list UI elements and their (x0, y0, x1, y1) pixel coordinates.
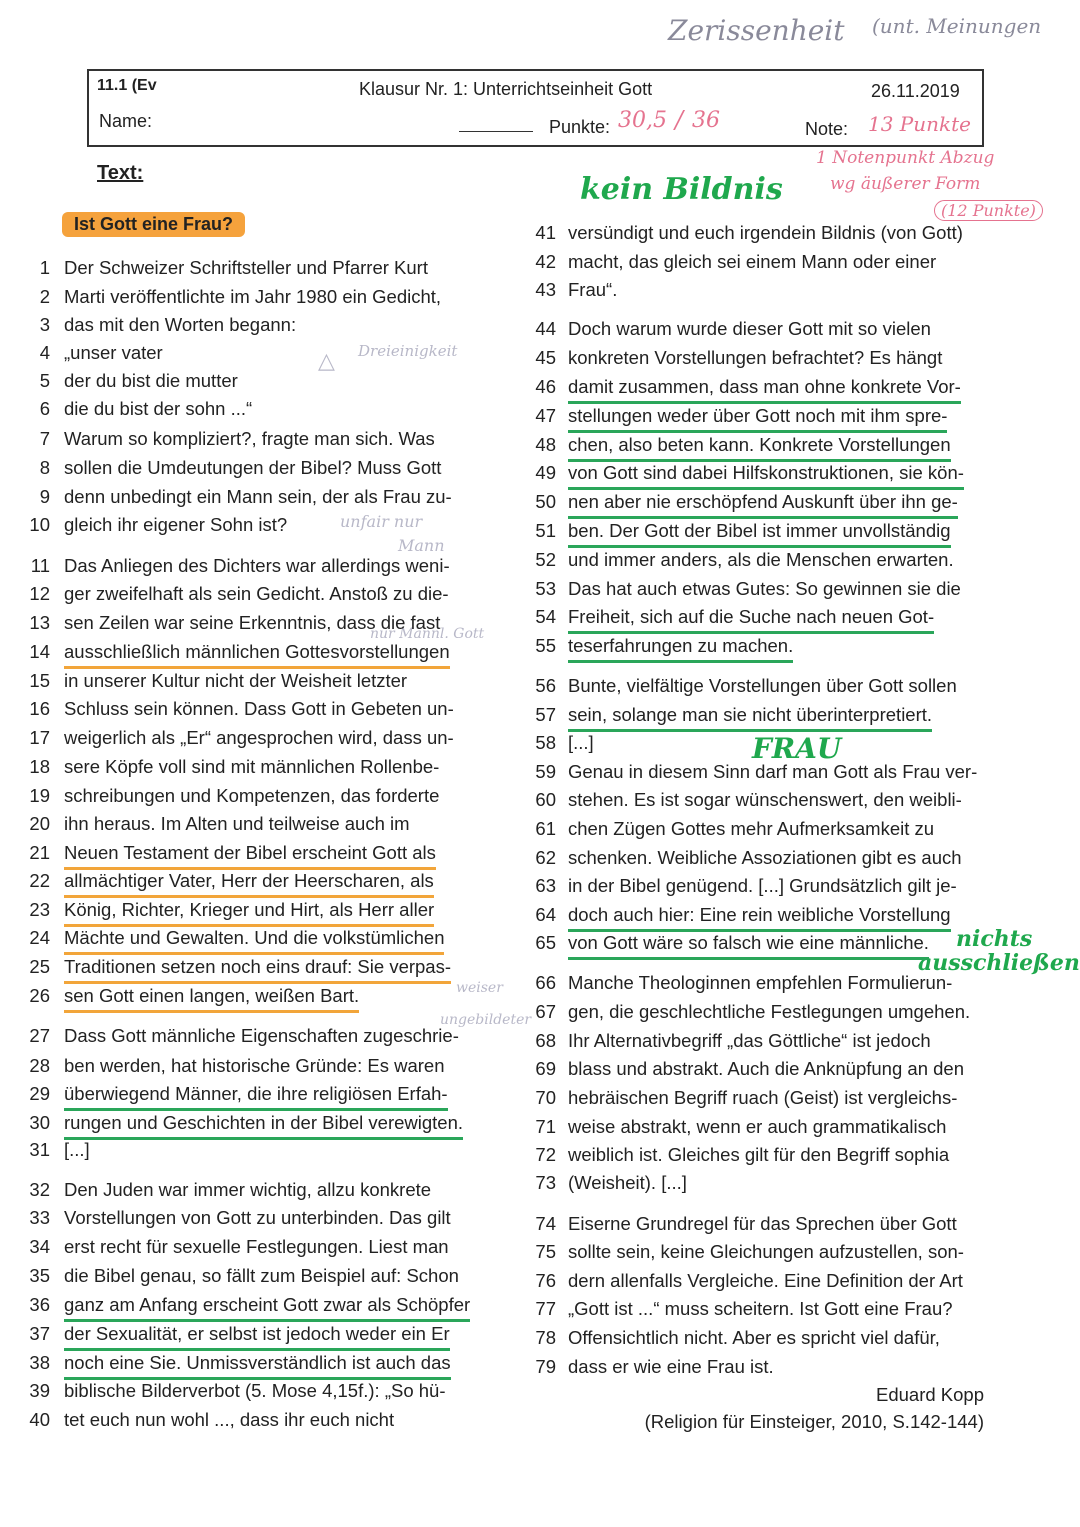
line-text: schenken. Weibliche Assoziationen gibt es auch (568, 847, 962, 868)
handwritten-note-top: Zerissenheit (668, 14, 845, 47)
line-number: 15 (29, 670, 50, 691)
line-text: chen, also beten kann. Konkrete Vorstellungen (568, 431, 951, 462)
line-text: denn unbedingt ein Mann sein, der als Frau zu- (64, 486, 452, 507)
line-number: 52 (535, 549, 556, 570)
note-nichts: nichts (956, 926, 1033, 952)
line-number: 28 (29, 1055, 50, 1076)
line-text: teserfahrungen zu machen. (568, 632, 793, 663)
line-number: 31 (29, 1139, 50, 1160)
line-number: 17 (29, 727, 50, 748)
line-text: [...] (64, 1139, 90, 1160)
line-text: Offensichtlich nicht. Aber es spricht viel dafür, (568, 1327, 940, 1348)
line-number: 24 (29, 927, 50, 948)
line-number: 62 (535, 847, 556, 868)
line-text: Traditionen setzen noch eins drauf: Sie verpas- (64, 953, 451, 984)
line-text: von Gott sind dabei Hilfskonstruktionen, sie kön- (568, 459, 964, 490)
line-text: ihn heraus. Im Alten und teilweise auch im (64, 813, 410, 834)
line-text: doch auch hier: Eine rein weibliche Vorstellung (568, 901, 951, 932)
text-label: Text: (97, 162, 144, 184)
line-number: 74 (535, 1213, 556, 1234)
line-number: 26 (29, 985, 50, 1006)
line-number: 18 (29, 756, 50, 777)
line-text: sere Köpfe voll sind mit männlichen Rollenbe- (64, 756, 440, 777)
line-number: 20 (29, 813, 50, 834)
line-text: sein, solange man sie nicht überinterpretiert. (568, 701, 932, 732)
line-number: 78 (535, 1327, 556, 1348)
line-number: 12 (29, 583, 50, 604)
line-number: 64 (535, 904, 556, 925)
line-number: 51 (535, 520, 556, 541)
line-number: 33 (29, 1207, 50, 1228)
line-text: ganz am Anfang erscheint Gott zwar als Schöpfer (64, 1291, 470, 1322)
line-number: 34 (29, 1236, 50, 1257)
handwritten-note-top2: (unt. Meinungen (872, 14, 1042, 38)
line-text: sollte sein, keine Gleichungen aufzustellen, son- (568, 1241, 964, 1262)
line-text: der du bist die mutter (64, 370, 238, 391)
line-number: 9 (39, 486, 50, 507)
note-dreieinigkeit: Dreieinigkeit (358, 342, 458, 360)
line-number: 72 (535, 1144, 556, 1165)
line-text: stehen. Es ist sogar wünschenswert, den weibli- (568, 789, 962, 810)
line-text: blass und abstrakt. Auch die Anknüpfung an den (568, 1058, 964, 1079)
line-number: 77 (535, 1298, 556, 1319)
line-number: 67 (535, 1001, 556, 1022)
line-text: überwiegend Männer, die ihre religiösen Erfah- (64, 1080, 448, 1111)
line-text: nen aber nie erschöpfend Auskunft über ihn ge- (568, 488, 958, 519)
line-number: 79 (535, 1356, 556, 1377)
side-note-2: wg äußerer Form (830, 174, 981, 194)
line-text: Dass Gott männliche Eigenschaften zugeschrie- (64, 1025, 459, 1046)
line-number: 41 (535, 222, 556, 243)
source: (Religion für Einsteiger, 2010, S.142-144) (644, 1411, 984, 1432)
line-text: ger zweifelhaft als sein Gedicht. Anstoß zu die- (64, 583, 449, 604)
line-number: 29 (29, 1083, 50, 1104)
line-text: das mit den Worten begann: (64, 314, 297, 335)
line-text: ben. Der Gott der Bibel ist immer unvollständig (568, 517, 951, 548)
line-number: 22 (29, 870, 50, 891)
line-text: (Weisheit). [...] (568, 1172, 687, 1193)
line-number: 36 (29, 1294, 50, 1315)
side-note-1: 1 Notenpunkt Abzug (816, 148, 995, 168)
note-ungebildeter: ungebildeter (440, 1012, 532, 1028)
line-number: 75 (535, 1241, 556, 1262)
line-text: Das Anliegen des Dichters war allerdings weni- (64, 555, 450, 576)
line-text: die Bibel genau, so fällt zum Beispiel auf: Schon (64, 1265, 459, 1286)
line-text: konkreten Vorstellungen befrachtet? Es hängt (568, 347, 943, 368)
note-unfair: unfair nur (340, 512, 423, 531)
line-text: Marti veröffentlichte im Jahr 1980 ein Gedicht, (64, 286, 442, 307)
line-text: Der Schweizer Schriftsteller und Pfarrer Kurt (64, 257, 428, 278)
punkte-max: 36 (692, 108, 720, 133)
line-number: 32 (29, 1179, 50, 1200)
line-number: 59 (535, 761, 556, 782)
line-number: 45 (535, 347, 556, 368)
line-text: der Sexualität, er selbst ist jedoch weder ein Er (64, 1320, 450, 1351)
line-number: 54 (535, 606, 556, 627)
line-number: 19 (29, 785, 50, 806)
line-number: 39 (29, 1380, 50, 1401)
line-number: 71 (535, 1116, 556, 1137)
line-number: 42 (535, 251, 556, 272)
note-nur-maennl: nur Männl. Gott (370, 626, 485, 642)
exam-title: Klausur Nr. 1: Unterrichtseinheit Gott (359, 79, 653, 99)
line-text: rungen und Geschichten in der Bibel verewigten. (64, 1109, 463, 1140)
line-text: Bunte, vielfältige Vorstellungen über Gott sollen (568, 675, 957, 696)
line-text: stellungen weder über Gott noch mit ihm spre- (568, 402, 947, 433)
line-number: 65 (535, 932, 556, 953)
line-number: 70 (535, 1087, 556, 1108)
note-weiser: weiser (456, 980, 503, 996)
line-text: Schluss sein können. Dass Gott in Gebeten un- (64, 698, 454, 719)
line-text: ben werden, hat historische Gründe: Es waren (64, 1055, 445, 1076)
author: Eduard Kopp (875, 1384, 984, 1405)
line-number: 44 (535, 318, 556, 339)
line-text: Manche Theologinnen empfehlen Formulierun- (568, 972, 953, 993)
triangle-icon: △ (318, 348, 335, 373)
punkte-slash: / (675, 106, 684, 134)
line-text: Den Juden war immer wichtig, allzu konkrete (64, 1179, 432, 1200)
line-number: 69 (535, 1058, 556, 1079)
article-title: Ist Gott eine Frau? (62, 212, 245, 237)
line-number: 10 (29, 514, 50, 535)
line-number: 27 (29, 1025, 50, 1046)
line-number: 48 (535, 434, 556, 455)
line-text: gen, die geschlechtliche Festlegungen umgehen. (568, 1001, 971, 1022)
note-kein-bildnis: kein Bildnis (580, 172, 783, 207)
line-number: 68 (535, 1030, 556, 1051)
line-number: 58 (535, 732, 556, 753)
line-number: 11 (30, 555, 50, 576)
line-text: und immer anders, als die Menschen erwarten. (568, 549, 954, 570)
line-text: die du bist der sohn ...“ (64, 398, 253, 419)
punkte-label: Punkte: (549, 117, 611, 137)
line-number: 47 (535, 405, 556, 426)
line-text: dern allenfalls Vergleiche. Eine Definition der Art (568, 1270, 963, 1291)
note-value: 13 Punkte (868, 112, 972, 136)
line-text: ausschließlich männlichen Gottesvorstellungen (64, 638, 450, 669)
class-label: 11.1 (Ev (97, 77, 157, 94)
line-text: gleich ihr eigener Sohn ist? (64, 514, 288, 535)
line-number: 63 (535, 875, 556, 896)
line-text: macht, das gleich sei einem Mann oder einer (568, 251, 937, 272)
line-number: 38 (29, 1352, 50, 1373)
line-text: sen Zeilen war seine Erkenntnis, dass die fast (64, 612, 441, 633)
line-text: Das hat auch etwas Gutes: So gewinnen sie die (568, 578, 961, 599)
line-number: 73 (535, 1172, 556, 1193)
line-number: 53 (535, 578, 556, 599)
line-text: Doch warum wurde dieser Gott mit so vielen (568, 318, 931, 339)
line-number: 57 (535, 704, 556, 725)
line-text: sollen die Umdeutungen der Bibel? Muss Gott (64, 457, 442, 478)
line-text: Ihr Alternativbegriff „das Göttliche“ ist jedoch (568, 1030, 931, 1051)
line-number: 14 (29, 641, 50, 662)
note-frau: FRAU (752, 732, 842, 765)
line-text: Neuen Testament der Bibel erscheint Gott als (64, 839, 436, 870)
line-text: noch eine Sie. Unmissverständlich ist auch das (64, 1349, 451, 1380)
line-number: 66 (535, 972, 556, 993)
line-text: König, Richter, Krieger und Hirt, als Herr aller (64, 896, 434, 927)
line-text: schreibungen und Kompetenzen, das forderte (64, 785, 440, 806)
line-number: 76 (535, 1270, 556, 1291)
line-number: 56 (535, 675, 556, 696)
line-number: 6 (39, 398, 50, 419)
line-text: chen Zügen Gottes mehr Aufmerksamkeit zu (568, 818, 935, 839)
line-text: Warum so kompliziert?, fragte man sich. Was (64, 428, 435, 449)
note-ausschliessen: ausschließen (918, 950, 1080, 976)
line-number: 60 (535, 789, 556, 810)
line-text: Genau in diesem Sinn darf man Gott als Frau ver- (568, 761, 978, 782)
line-number: 16 (29, 698, 50, 719)
line-number: 43 (535, 279, 556, 300)
line-number: 7 (39, 428, 50, 449)
punkte-value: 30,5 (618, 108, 667, 133)
line-text: damit zusammen, dass man ohne konkrete Vor- (568, 373, 961, 404)
line-number: 8 (39, 457, 50, 478)
line-number: 40 (29, 1409, 50, 1430)
line-number: 37 (29, 1323, 50, 1344)
line-text: in unserer Kultur nicht der Weisheit letzter (64, 670, 408, 691)
header-box (87, 69, 984, 147)
line-text: Eiserne Grundregel für das Sprechen über Gott (568, 1213, 957, 1234)
line-text: [...] (568, 732, 594, 753)
line-number: 3 (39, 314, 50, 335)
line-number: 30 (29, 1112, 50, 1133)
line-text: sen Gott einen langen, weißen Bart. (64, 982, 359, 1013)
note-mann: Mann (398, 536, 445, 555)
line-text: Frau“. (568, 279, 618, 300)
line-number: 4 (39, 342, 50, 363)
line-text: erst recht für sexuelle Festlegungen. Liest man (64, 1236, 449, 1257)
line-text: Freiheit, sich auf die Suche nach neuen Got- (568, 603, 934, 634)
line-text: Mächte und Gewalten. Und die volkstümlichen (64, 924, 444, 955)
line-text: biblische Bilderverbot (5. Mose 4,15f.): „So hü- (64, 1380, 446, 1401)
line-number: 49 (535, 462, 556, 483)
line-number: 55 (535, 635, 556, 656)
exam-date: 26.11.2019 (871, 81, 960, 101)
side-note-3: (12 Punkte) (934, 200, 1043, 221)
line-text: tet euch nun wohl ..., dass ihr euch nicht (64, 1409, 395, 1430)
line-text: in der Bibel genügend. [...] Grundsätzlich gilt je- (568, 875, 957, 896)
line-number: 25 (29, 956, 50, 977)
line-text: weigerlich als „Er“ angesprochen wird, dass un- (64, 727, 454, 748)
line-text: weiblich ist. Gleiches gilt für den Begriff sophia (568, 1144, 950, 1165)
line-number: 50 (535, 491, 556, 512)
line-text: Vorstellungen von Gott zu unterbinden. Das gilt (64, 1207, 451, 1228)
line-text: versündigt und euch irgendein Bildnis (von Gott) (568, 222, 963, 243)
line-text: „Gott ist ...“ muss scheitern. Ist Gott eine Frau? (568, 1298, 953, 1319)
line-number: 23 (29, 899, 50, 920)
line-text: dass er wie eine Frau ist. (568, 1356, 774, 1377)
line-number: 13 (29, 612, 50, 633)
name-label: Name: (99, 111, 153, 131)
note-label: Note: (805, 119, 849, 139)
line-text: „unser vater (64, 342, 163, 363)
line-number: 2 (39, 286, 50, 307)
name-line (459, 131, 533, 132)
line-number: 1 (39, 257, 50, 278)
line-text: allmächtiger Vater, Herr der Heerscharen, als (64, 867, 434, 898)
line-number: 61 (535, 818, 556, 839)
line-text: von Gott wäre so falsch wie eine männliche. (568, 929, 929, 960)
line-number: 35 (29, 1265, 50, 1286)
line-text: hebräischen Begriff ruach (Geist) ist vergleichs- (568, 1087, 958, 1108)
line-text: weise abstrakt, wenn er auch grammatikalisch (568, 1116, 947, 1137)
line-number: 46 (535, 376, 556, 397)
line-number: 5 (39, 370, 50, 391)
line-number: 21 (29, 842, 50, 863)
